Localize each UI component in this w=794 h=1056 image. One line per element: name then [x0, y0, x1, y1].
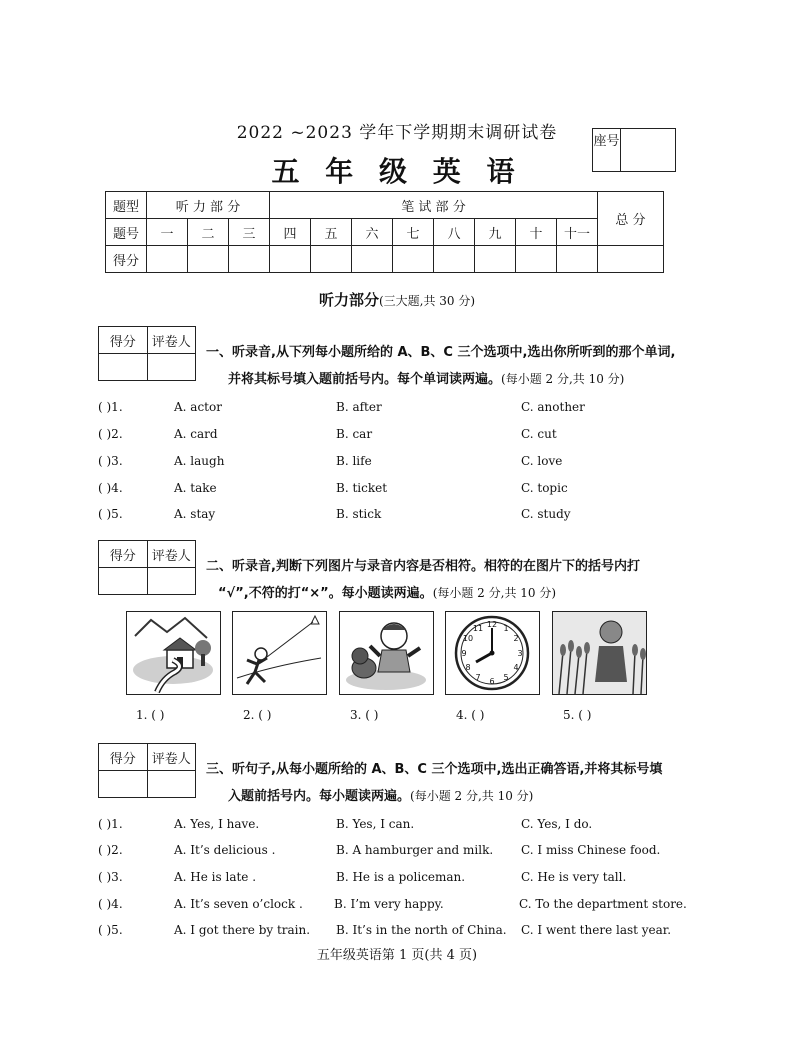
question-number: 六: [352, 219, 393, 246]
score-cell[interactable]: [557, 246, 598, 273]
kite-flying-icon: [232, 611, 327, 695]
grader-name-cell[interactable]: [147, 354, 196, 381]
listening-title-text: 听力部分: [318, 291, 379, 309]
option-c: C. love: [521, 454, 563, 468]
row-label-type: 题型: [106, 192, 147, 219]
score-cell[interactable]: [475, 246, 516, 273]
question-number: 八: [434, 219, 475, 246]
part3-points: (每小题 2 分,共 10 分): [410, 789, 534, 803]
score-table: [105, 191, 664, 273]
question-number: 九: [475, 219, 516, 246]
option-a: A. stay: [174, 507, 216, 521]
option-c: C. topic: [521, 481, 568, 495]
grader-name-cell[interactable]: [147, 568, 196, 595]
part3-question: [98, 897, 698, 919]
svg-text:2: 2: [513, 634, 519, 643]
part1-question: [98, 427, 698, 449]
part2-instruction-line1: 二、听录音,判断下列图片与录音内容是否相符。相符的在图片下的括号内打: [206, 559, 640, 574]
score-cell[interactable]: [516, 246, 557, 273]
writing-part-header: 笔 试 部 分: [270, 192, 598, 219]
option-c: C. cut: [521, 427, 557, 441]
question-number: 七: [393, 219, 434, 246]
part2-instruction: [206, 554, 766, 607]
option-a: A. It’s seven o’clock .: [174, 897, 303, 911]
svg-text:9: 9: [461, 649, 467, 658]
question-number: 五: [311, 219, 352, 246]
grader-score-label: 得分: [99, 744, 148, 771]
grader-name-label: 评卷人: [147, 327, 196, 354]
answer-bracket[interactable]: ( )3.: [98, 454, 123, 468]
option-b: B. ticket: [336, 481, 388, 495]
grader-score-label: 得分: [99, 541, 148, 568]
grader-score-cell[interactable]: [99, 771, 148, 798]
question-number: 四: [270, 219, 311, 246]
part3-question: [98, 870, 698, 892]
answer-bracket[interactable]: ( )2.: [98, 427, 123, 441]
seat-number-label: 座号: [593, 129, 621, 171]
part1-question: [98, 507, 698, 529]
part3-instruction: [206, 757, 766, 810]
picture-answer-bracket[interactable]: 3. ( ): [350, 708, 379, 722]
grader-box: [98, 540, 196, 595]
listening-section-title: [0, 289, 794, 310]
option-a: A. laugh: [174, 454, 225, 468]
question-number: 十一: [557, 219, 598, 246]
svg-text:1: 1: [503, 624, 509, 633]
part1-question: [98, 454, 698, 476]
listening-part-header: 听 力 部 分: [147, 192, 270, 219]
option-b: B. I’m very happy.: [334, 897, 444, 911]
part1-question: [98, 481, 698, 503]
svg-text:3: 3: [517, 649, 523, 658]
part3-instruction-line2: 入题前括号内。每小题读两遍。: [228, 789, 411, 804]
svg-text:11: 11: [472, 624, 484, 633]
option-a: A. card: [174, 427, 218, 441]
house-landscape-icon: [126, 611, 221, 695]
svg-text:10: 10: [462, 634, 474, 643]
option-c: C. I went there last year.: [521, 923, 672, 937]
option-b: B. It’s in the north of China.: [336, 923, 507, 937]
option-c: C. He is very tall.: [521, 870, 627, 884]
grader-score-cell[interactable]: [99, 354, 148, 381]
score-cell[interactable]: [270, 246, 311, 273]
option-b: B. car: [336, 427, 373, 441]
question-number: 二: [188, 219, 229, 246]
part1-instruction: [206, 340, 766, 393]
option-c: C. Yes, I do.: [521, 817, 593, 831]
grader-box: [98, 326, 196, 381]
svg-text:4: 4: [513, 663, 519, 672]
seat-number-field[interactable]: [621, 129, 675, 171]
picture-answer-bracket[interactable]: 1. ( ): [136, 708, 165, 722]
exam-title: 2022 ~2023 学年下学期期末调研试卷: [236, 123, 558, 143]
answer-bracket[interactable]: ( )3.: [98, 870, 123, 884]
answer-bracket[interactable]: ( )5.: [98, 507, 123, 521]
grader-name-label: 评卷人: [147, 541, 196, 568]
svg-text:6: 6: [489, 677, 495, 686]
answer-bracket[interactable]: ( )1.: [98, 400, 123, 414]
option-c: C. study: [521, 507, 571, 521]
answer-bracket[interactable]: ( )5.: [98, 923, 123, 937]
svg-text:12: 12: [486, 620, 498, 629]
grader-name-label: 评卷人: [147, 744, 196, 771]
option-a: A. I got there by train.: [174, 923, 311, 937]
picture-answer-bracket[interactable]: 5. ( ): [563, 708, 592, 722]
clock-eight-icon: [445, 611, 540, 695]
score-cell[interactable]: [147, 246, 188, 273]
svg-text:8: 8: [465, 663, 471, 672]
part3-question: [98, 923, 698, 945]
part1-points: (每小题 2 分,共 10 分): [501, 372, 625, 386]
picture-answer-bracket[interactable]: 2. ( ): [243, 708, 272, 722]
total-score-header: 总 分: [598, 192, 664, 246]
option-a: A. actor: [174, 400, 222, 414]
question-number: 十: [516, 219, 557, 246]
grader-score-label: 得分: [99, 327, 148, 354]
option-b: B. Yes, I can.: [336, 817, 415, 831]
part1-instruction-line2: 并将其标号填入题前括号内。每个单词读两遍。: [228, 372, 502, 387]
option-a: A. It’s delicious .: [174, 843, 276, 857]
score-cell[interactable]: [434, 246, 475, 273]
option-b: B. stick: [336, 507, 382, 521]
option-c: C. I miss Chinese food.: [521, 843, 661, 857]
part2-points: (每小题 2 分,共 10 分): [432, 586, 557, 600]
seat-number-box: [592, 128, 676, 172]
option-b: B. life: [336, 454, 372, 468]
row-label-number: 题号: [106, 219, 147, 246]
grader-score-cell[interactable]: [99, 568, 148, 595]
score-cell[interactable]: [393, 246, 434, 273]
score-cell[interactable]: [352, 246, 393, 273]
picture-answer-bracket[interactable]: 4. ( ): [456, 708, 485, 722]
answer-bracket[interactable]: ( )4.: [98, 897, 123, 911]
option-c: C. To the department store.: [519, 897, 687, 911]
question-number: 一: [147, 219, 188, 246]
part3-question: [98, 843, 698, 865]
grader-box: [98, 743, 196, 798]
svg-text:5: 5: [503, 673, 509, 682]
part1-question: [98, 400, 698, 422]
row-label-score: 得分: [106, 246, 147, 273]
score-cell[interactable]: [229, 246, 270, 273]
answer-bracket[interactable]: ( )2.: [98, 843, 123, 857]
part2-instruction-line2: “√”,不符的打“×”。每小题读两遍。: [218, 586, 433, 601]
option-b: B. after: [336, 400, 382, 414]
farmer-in-field-icon: [552, 611, 647, 695]
score-cell[interactable]: [188, 246, 229, 273]
option-a: A. Yes, I have.: [174, 817, 260, 831]
option-b: B. He is a policeman.: [336, 870, 466, 884]
listening-subtitle: (三大题,共 30 分): [378, 294, 476, 308]
answer-bracket[interactable]: ( )4.: [98, 481, 123, 495]
answer-bracket[interactable]: ( )1.: [98, 817, 123, 831]
exam-subject-title: 五 年 级 英 语: [271, 155, 523, 188]
svg-text:7: 7: [475, 673, 481, 682]
score-cell[interactable]: [311, 246, 352, 273]
question-number: 三: [229, 219, 270, 246]
grader-name-cell[interactable]: [147, 771, 196, 798]
total-score-cell[interactable]: [598, 246, 664, 273]
part3-question: [98, 817, 698, 839]
part1-instruction-line1: 一、听录音,从下列每小题所给的 A、B、C 三个选项中,选出你所听到的那个单词,: [206, 345, 676, 360]
option-b: B. A hamburger and milk.: [336, 843, 494, 857]
part3-instruction-line1: 三、听句子,从每小题所给的 A、B、C 三个选项中,选出正确答语,并将其标号填: [206, 762, 663, 777]
option-a: A. He is late .: [174, 870, 257, 884]
boy-with-dog-icon: [339, 611, 434, 695]
option-c: C. another: [521, 400, 585, 414]
page-footer: 五年级英语第 1 页(共 4 页): [316, 948, 478, 963]
option-a: A. take: [174, 481, 217, 495]
